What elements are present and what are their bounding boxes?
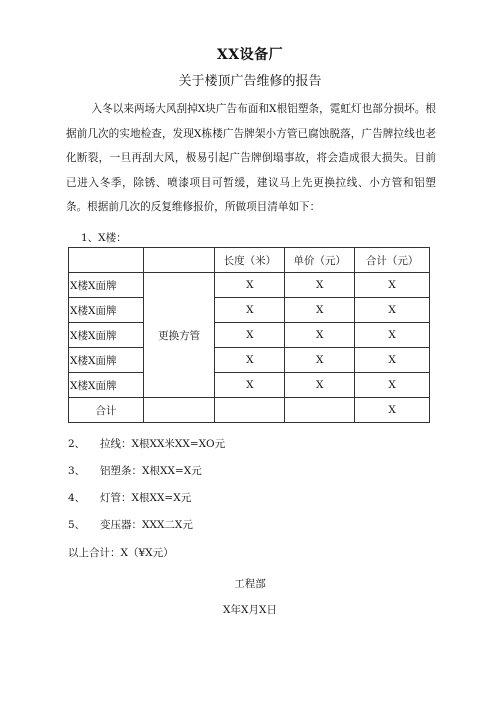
list-item [68,490,225,517]
table-row [69,373,430,398]
total-cell: X [355,298,430,323]
length-cell: X [215,373,285,398]
price-cell: X [285,323,355,348]
total-cell: X [355,348,430,373]
header-cell: 单价（元） [285,248,355,273]
list-item-text: 变压器：XXX二X元 [100,519,193,531]
list-item [68,436,225,463]
report-title: 关于楼顶广告维修的报告 [178,74,322,89]
row-name-cell: X楼X面牌 [69,348,144,373]
total-cell: X [355,323,430,348]
header-cell: 合计（元） [355,248,430,273]
list-item-text: 灯管：X根XX=X元 [100,492,192,504]
total-cell: X [355,273,430,298]
company-title: XX设备厂 [216,47,284,63]
report-date: X年X月X日 [223,604,277,616]
table-row [69,323,430,348]
table-row [69,348,430,373]
row-name-cell: X楼X面牌 [69,373,144,398]
sum-label-cell: 合计 [69,398,144,423]
list-item-number: 2、 [68,438,86,450]
cost-list [68,436,225,544]
items-table [68,247,430,423]
list-item-text: 拉线：X根XX米XX=XO元 [100,438,226,450]
table-sum-row [69,398,430,423]
sum-total-cell: X [355,398,430,423]
list-item-number: 5、 [68,519,86,531]
header-cell [69,248,144,273]
list-item [68,517,225,544]
table-row [69,273,430,298]
total-cell: X [355,373,430,398]
list-item [68,463,225,490]
row-name-cell: X楼X面牌 [69,298,144,323]
price-cell: X [285,273,355,298]
list-item-text: 铝塑条：X根XX=X元 [100,465,202,477]
header-cell [143,248,215,273]
table-header-row [69,248,430,273]
length-cell: X [215,348,285,373]
empty-cell [285,398,355,423]
section-label: 1、X楼： [81,232,127,244]
length-cell: X [215,273,285,298]
length-cell: X [215,323,285,348]
grand-total: 以上合计：X（¥X元） [68,547,174,559]
empty-cell [215,398,285,423]
price-cell: X [285,373,355,398]
body-paragraph: 入冬以来两场大风刮掉X块广告布面和X根铝塑条，霓虹灯也部分损坏。根据前几次的实地检查，发现X栋楼广告牌架小方管已腐蚀脱落，广告牌拉线也老化断裂，一旦再刮大风，极易引起广告牌倒塌事故，将会造成很大损失。目前已进入冬季，除锈、喷漆项目可暂缓，建议马上先更换拉线、小方管和铝塑条。根据前几次的反复维修报价，所做项目清单如下： [66,103,436,214]
price-cell: X [285,298,355,323]
list-item-number: 4、 [68,492,86,504]
length-cell: X [215,298,285,323]
row-name-cell: X楼X面牌 [69,273,144,298]
row-name-cell: X楼X面牌 [69,323,144,348]
price-cell: X [285,348,355,373]
table-row [69,298,430,323]
work-item-cell: 更换方管 [143,273,215,398]
department-signature: 工程部 [234,578,266,590]
list-item-number: 3、 [68,465,86,477]
header-cell: 长度（米） [215,248,285,273]
empty-cell [143,398,215,423]
